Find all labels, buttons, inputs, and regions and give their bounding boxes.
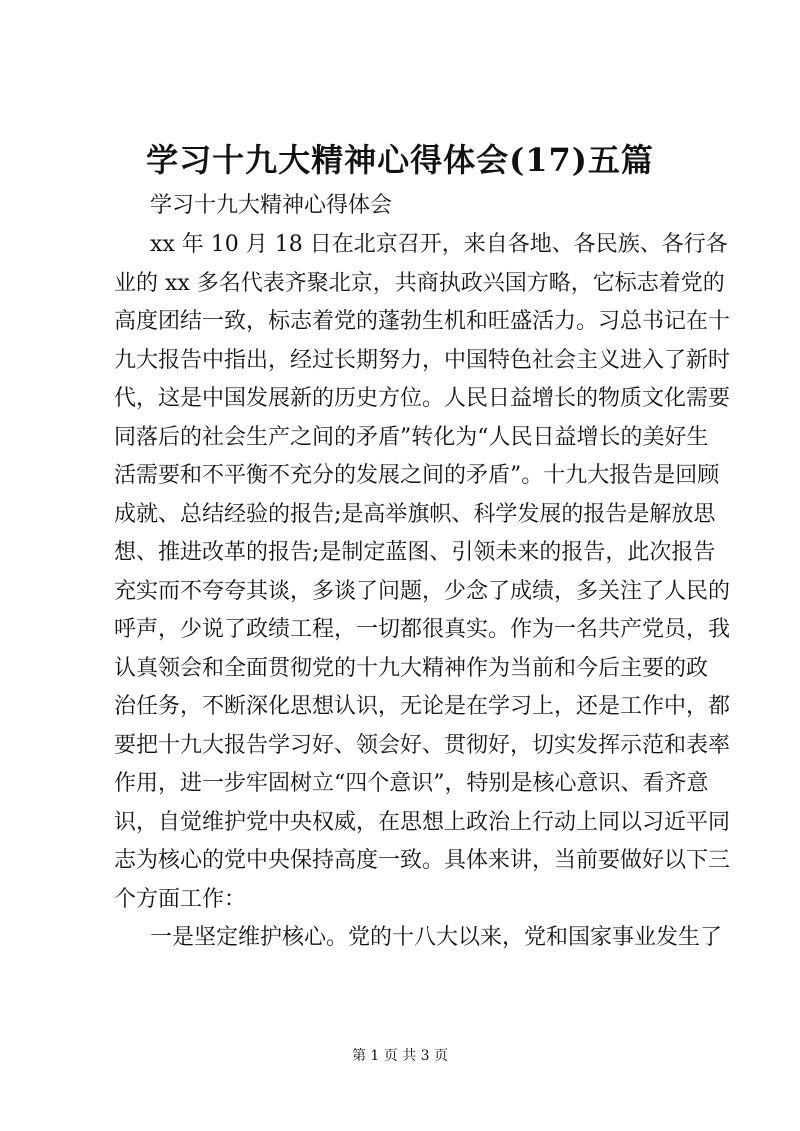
paragraph-line: 高度团结一致，标志着党的蓬勃生机和旺盛活力。习总书记在十 [114, 309, 731, 334]
paragraph-line: 志为核心的党中央保持高度一致。具体来讲，当前要做好以下三 [114, 848, 731, 873]
document-body [114, 226, 731, 958]
paragraph-line: 认真领会和全面贯彻党的十九大精神作为当前和今后主要的政 [114, 655, 709, 681]
paragraph-line: 要把十九大报告学习好、领会好、贯彻好，切实发挥示范和表率 [114, 732, 731, 758]
page-footer: 第 1 页 共 3 页 [351, 1048, 449, 1064]
paragraph-line: 识，自觉维护党中央权威，在思想上政治上行动上同以习近平同 [114, 809, 731, 835]
paragraph-line: xx 年 10 月 18 日在北京召开，来自各地、各民族、各行各 [150, 232, 728, 257]
paragraph-line: 想、推进改革的报告;是制定蓝图、引领未来的报告，此次报告 [114, 540, 716, 565]
paragraph-line: 一是坚定维护核心。党的十八大以来，党和国家事业发生了 [150, 925, 723, 950]
paragraph-line: 呼声，少说了政绩工程，一切都很真实。作为一名共产党员，我 [114, 617, 731, 642]
paragraph-line: 治任务，不断深化思想认识，无论是在学习上，还是工作中，都 [114, 694, 731, 719]
paragraph-line: 业的 xx 多名代表齐聚北京，共商执政兴国方略，它标志着党的 [114, 270, 725, 296]
paragraph-line: 同落后的社会生产之间的矛盾”转化为“人民日益增长的美好生 [114, 424, 709, 450]
document-title: 学习十九大精神心得体会(17)五篇 [146, 141, 654, 179]
paragraph-line: 活需要和不平衡不充分的发展之间的矛盾”。十九大报告是回顾 [114, 463, 720, 488]
paragraph-line: 充实而不夸夸其谈，多谈了问题，少念了成绩，多关注了人民的 [114, 578, 731, 604]
paragraph-line: 个方面工作： [114, 886, 247, 912]
paragraph-line: 作用，进一步牢固树立“四个意识”，特别是核心意识、看齐意 [114, 771, 709, 796]
document-subtitle: 学习十九大精神心得体会 [150, 193, 393, 218]
paragraph-line: 九大报告中指出，经过长期努力，中国特色社会主义进入了新时 [114, 347, 731, 373]
paragraph-line: 代，这是中国发展新的历史方位。人民日益增长的物质文化需要 [114, 386, 731, 411]
paragraph-line: 成就、总结经验的报告;是高举旗帜、科学发展的报告是解放思 [114, 501, 716, 527]
